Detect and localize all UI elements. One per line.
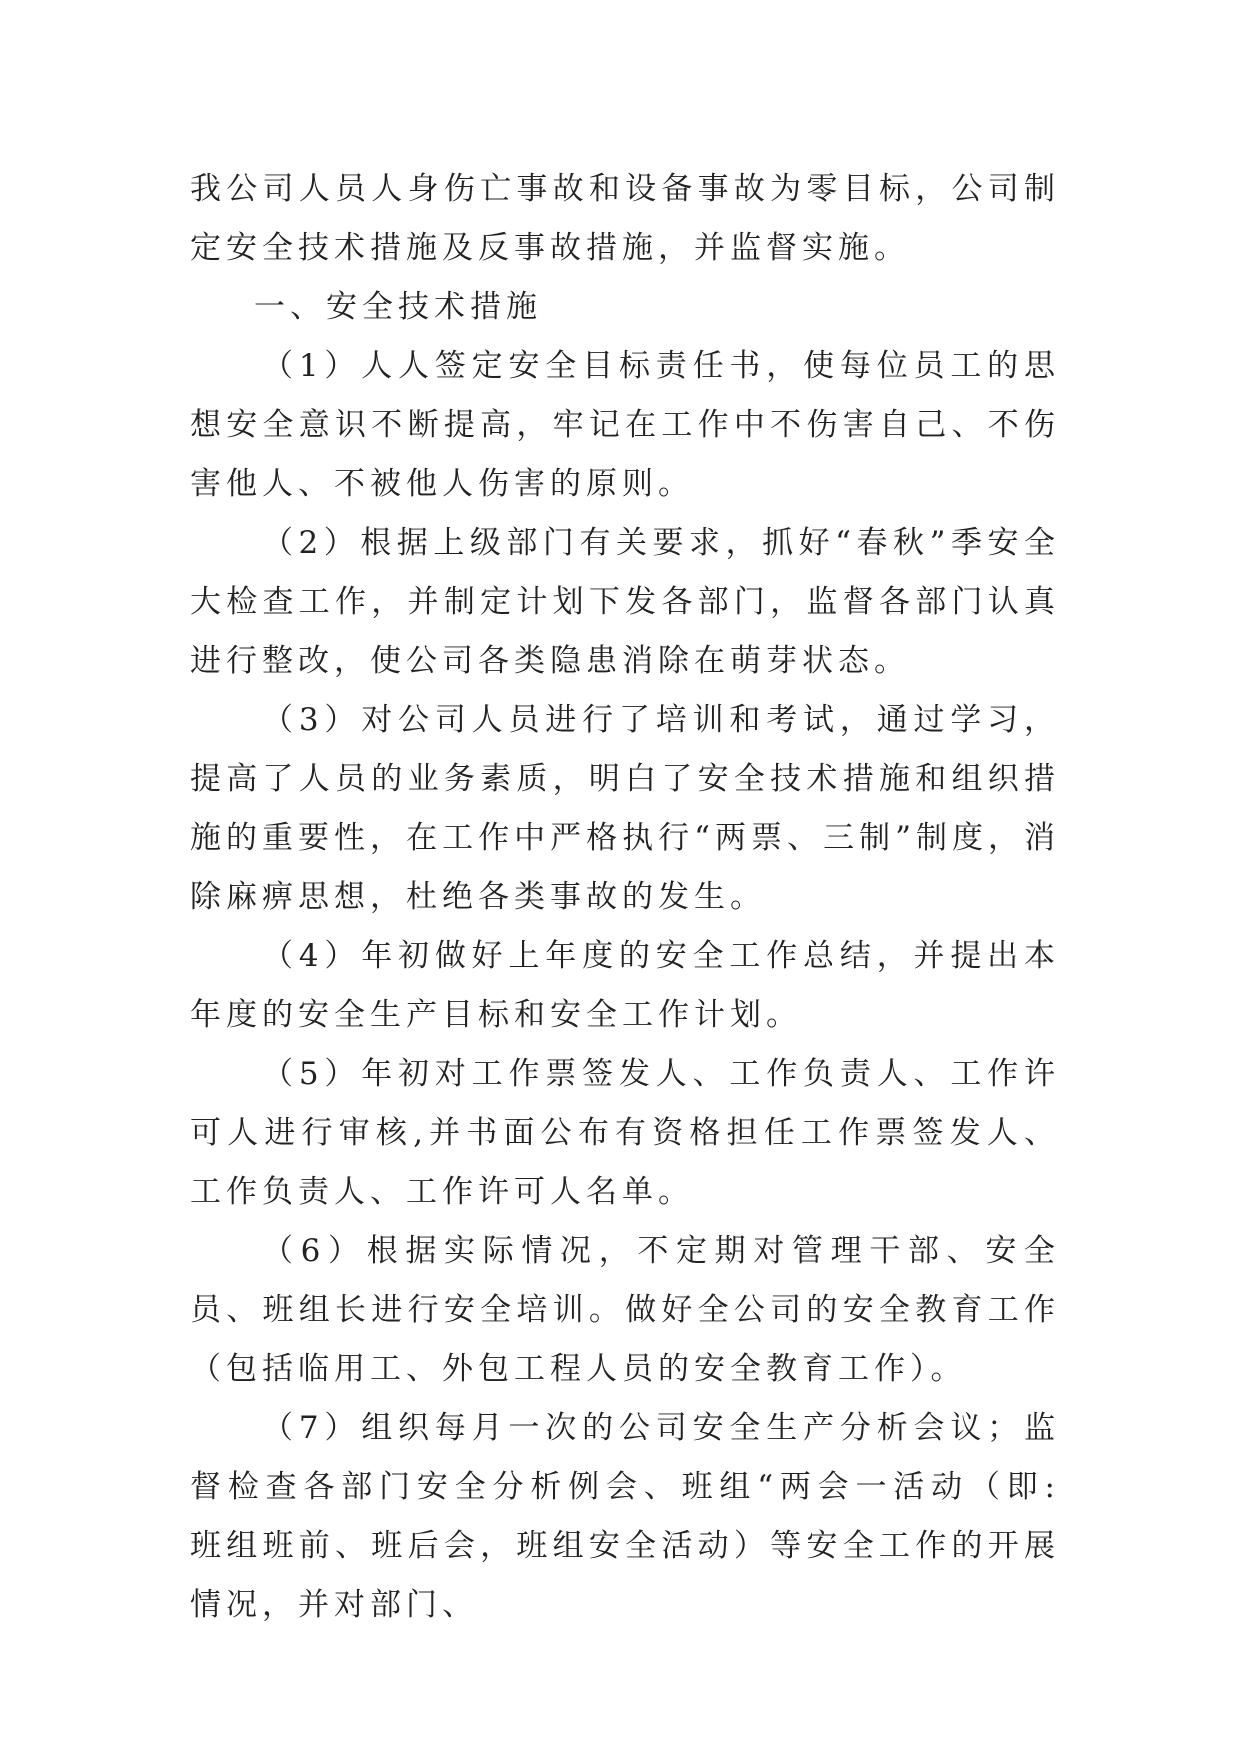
list-item: （3）对公司人员进行了培训和考试，通过学习，提高了人员的业务素质，明白了安全技术措施和组织措施的重要性，在工作中严格执行“两票、三制”制度，消除麻痹思想，杜绝各类事故的发生。 — [190, 702, 1060, 915]
document-body — [190, 160, 1060, 1635]
intro-paragraph: 我公司人员人身伤亡事故和设备事故为零目标，公司制定安全技术措施及反事故措施，并监督实施。 — [190, 171, 1060, 266]
list-item: （7）组织每月一次的公司安全生产分析会议；监督检查各部门安全分析例会、班组“两会一活动（即: 班组班前、班后会，班组安全活动）等安全工作的开展情况，并对部门、 — [190, 1410, 1060, 1623]
list-item: （5）年初对工作票签发人、工作负责人、工作许可人进行审核,并书面公布有资格担任工作票签发人、工作负责人、工作许可人名单。 — [190, 1056, 1060, 1210]
list-item: （2）根据上级部门有关要求，抓好“春秋”季安全大检查工作，并制定计划下发各部门，监督各部门认真进行整改，使公司各类隐患消除在萌芽状态。 — [190, 525, 1060, 679]
list-item: （4）年初做好上年度的安全工作总结，并提出本年度的安全生产目标和安全工作计划。 — [190, 938, 1060, 1033]
list-item: （6）根据实际情况，不定期对管理干部、安全员、班组长进行安全培训。做好全公司的安全教育工作（包括临用工、外包工程人员的安全教育工作）。 — [190, 1233, 1060, 1387]
section-heading: 一、安全技术措施 — [254, 289, 542, 325]
list-item: （1）人人签定安全目标责任书，使每位员工的思想安全意识不断提高，牢记在工作中不伤害自己、不伤害他人、不被他人伤害的原则。 — [190, 348, 1060, 502]
